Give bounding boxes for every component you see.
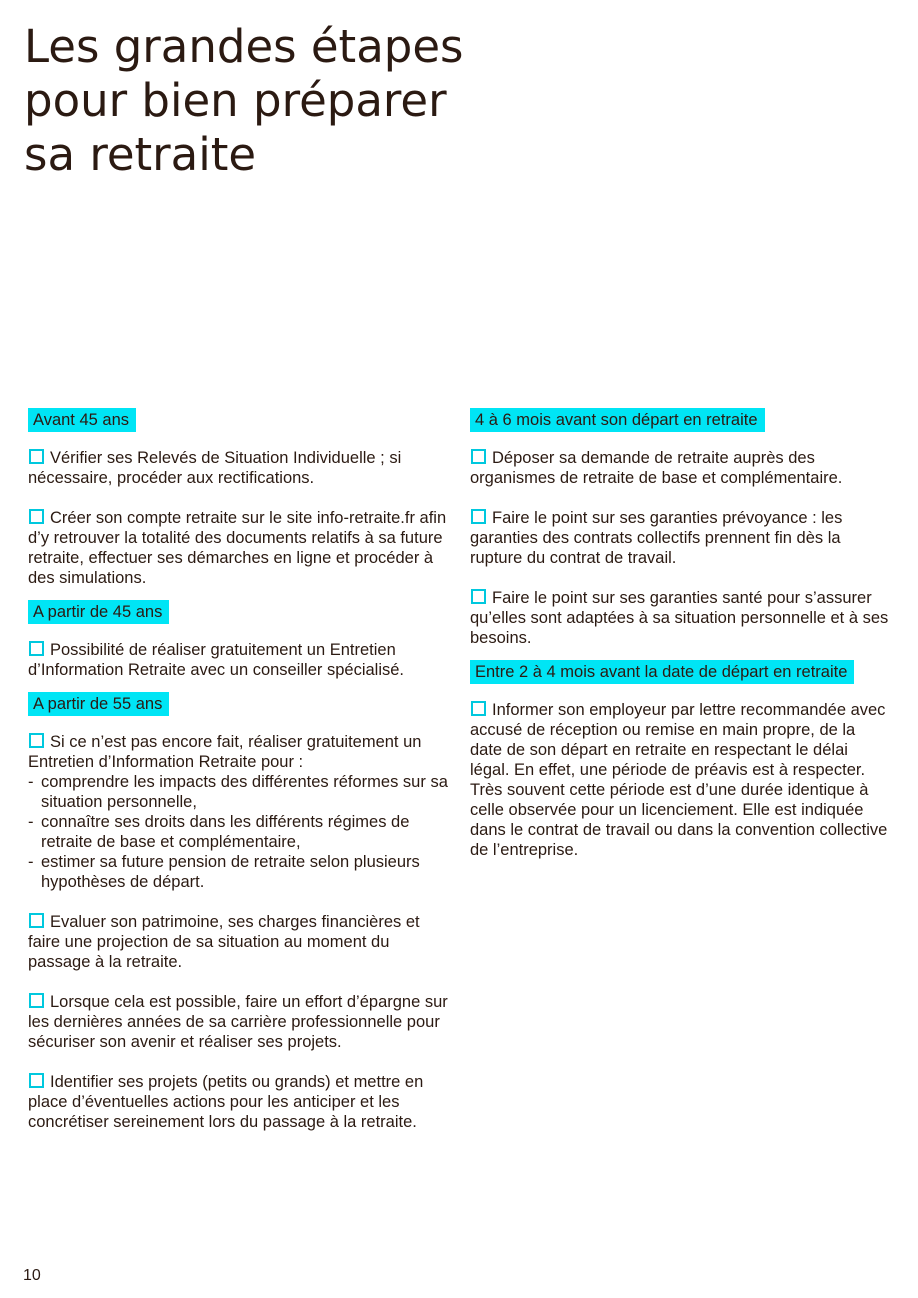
sub-list-item: - estimer sa future pension de retraite selon plusieurs hypothèses de départ. <box>28 852 448 892</box>
checkbox-icon[interactable] <box>29 913 44 928</box>
title-line-3: sa retraite <box>24 128 257 181</box>
checklist-item-text: Lorsque cela est possible, faire un effort d’épargne sur les dernières années de sa carrière professionnelle pour sécuriser son avenir et réaliser ses projets. <box>28 993 448 1051</box>
page-title <box>24 20 463 182</box>
checklist-item-text: Faire le point sur ses garanties santé pour s’assurer qu’elles sont adaptées à sa situation personnelle et à ses besoins. <box>470 589 889 647</box>
checkbox-icon[interactable] <box>29 449 44 464</box>
checklist-item <box>470 700 890 860</box>
checklist-item-text: Possibilité de réaliser gratuitement un Entretien d’Information Retraite avec un conseiller spécialisé. <box>28 641 405 679</box>
sub-list-item: - connaître ses droits dans les différents régimes de retraite de base et complémentaire, <box>28 812 448 852</box>
checklist-item-text: Vérifier ses Relevés de Situation Individuelle ; si nécessaire, procéder aux rectifications. <box>28 449 402 487</box>
checkbox-icon[interactable] <box>29 641 44 656</box>
checklist-item <box>470 588 890 648</box>
checklist-item <box>470 448 890 488</box>
sub-list-item: - comprendre les impacts des différentes réformes sur sa situation personnelle, <box>28 772 448 812</box>
checkbox-icon[interactable] <box>29 733 44 748</box>
section-heading-4-6-mois: 4 à 6 mois avant son départ en retraite <box>470 408 765 432</box>
checklist-item <box>28 1072 448 1132</box>
checklist-item <box>470 508 890 568</box>
checklist-item-text: Informer son employeur par lettre recommandée avec accusé de réception ou remise en main propre, de la date de son départ en retraite en respectant le délai légal. En effet, une période de préavis est à respecter. Très souvent cette période est d’une durée identique à celle observée pour un licenciement. Elle est indiquée dans le contrat de travail ou dans la convention collective de l’entreprise. <box>470 701 888 859</box>
checkbox-icon[interactable] <box>471 589 486 604</box>
checklist-item-text: Identifier ses projets (petits ou grands) et mettre en place d’éventuelles actions pour les anticiper et les concrétiser sereinement lors du passage à la retraite. <box>28 1073 424 1131</box>
checkbox-icon[interactable] <box>29 993 44 1008</box>
checklist-item <box>28 732 448 892</box>
checklist-item-text: Créer son compte retraite sur le site info-retraite.fr afin d’y retrouver la totalité des documents relatifs à sa future retraite, effectuer ses démarches en ligne et procéder à des simulations. <box>28 509 447 587</box>
checklist-item-text: Evaluer son patrimoine, ses charges financières et faire une projection de sa situation au moment du passage à la retraite. <box>28 913 420 971</box>
section-heading-2-4-mois: Entre 2 à 4 mois avant la date de départ en retraite <box>470 660 854 684</box>
checkbox-icon[interactable] <box>471 449 486 464</box>
sub-list <box>28 772 448 892</box>
checklist-item <box>28 992 448 1052</box>
checklist-item <box>28 640 448 680</box>
checkbox-icon[interactable] <box>29 1073 44 1088</box>
checkbox-icon[interactable] <box>471 701 486 716</box>
section-heading-partir-55: A partir de 55 ans <box>28 692 169 716</box>
checklist-item-text: Déposer sa demande de retraite auprès des organismes de retraite de base et complémentaire. <box>470 449 843 487</box>
checklist-item <box>28 448 448 488</box>
checklist-item-text: Faire le point sur ses garanties prévoyance : les garanties des contrats collectifs prennent fin dès la rupture du contrat de travail. <box>470 509 843 567</box>
right-column <box>470 408 890 880</box>
section-heading-avant-45: Avant 45 ans <box>28 408 136 432</box>
checkbox-icon[interactable] <box>29 509 44 524</box>
page-number: 10 <box>23 1267 41 1284</box>
title-line-2: pour bien préparer <box>24 74 447 127</box>
checklist-item <box>28 912 448 972</box>
title-line-1: Les grandes étapes <box>24 20 464 73</box>
left-column <box>28 408 448 1152</box>
checklist-item-text: Si ce n’est pas encore fait, réaliser gratuitement un Entretien d’Information Retraite pour : <box>28 733 422 771</box>
checkbox-icon[interactable] <box>471 509 486 524</box>
section-heading-partir-45: A partir de 45 ans <box>28 600 169 624</box>
checklist-item <box>28 508 448 588</box>
